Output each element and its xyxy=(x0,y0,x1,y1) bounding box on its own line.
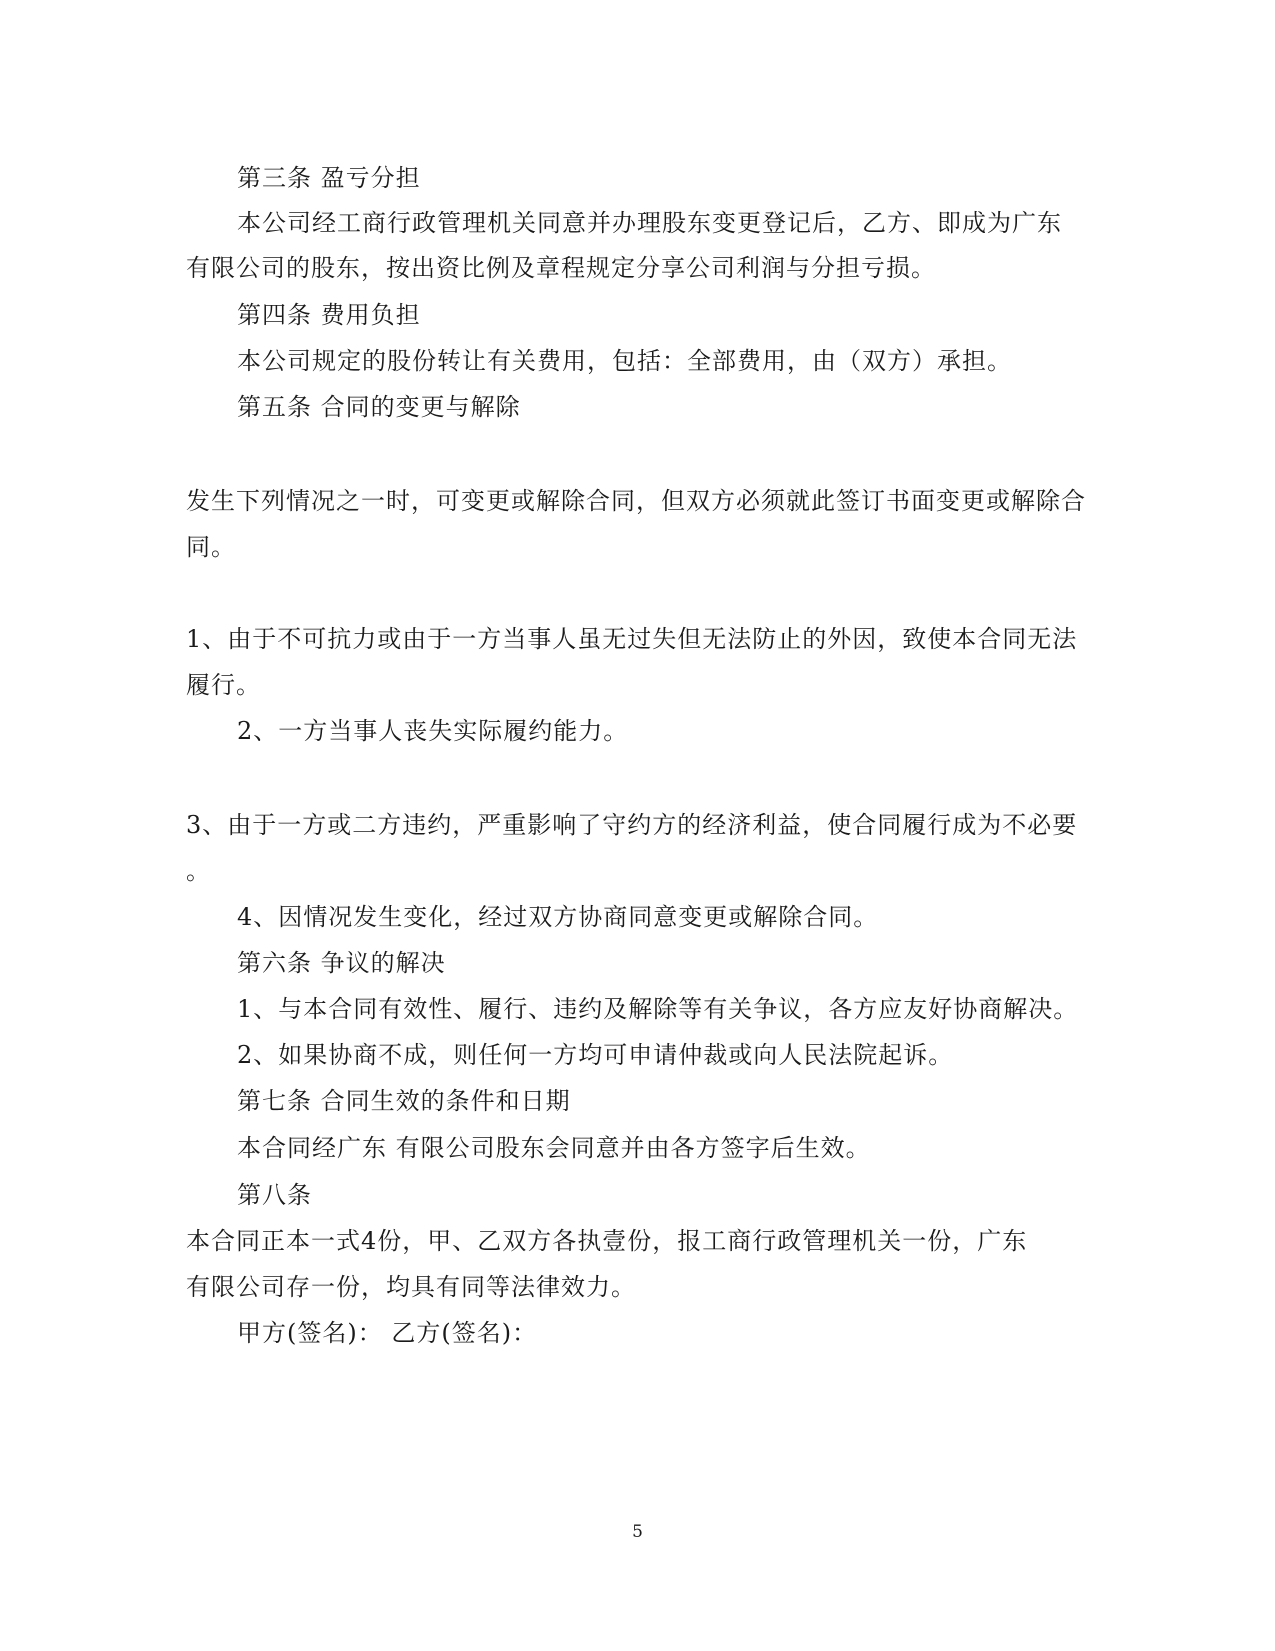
article-6-item-1: 1、与本合同有效性、履行、违约及解除等有关争议，各方应友好协商解决。 xyxy=(237,995,1079,1023)
article-5-intro-line-1: 发生下列情况之一时，可变更或解除合同，但双方必须就此签订书面变更或解除合 xyxy=(186,487,1086,515)
article-6-item-2: 2、如果协商不成，则任何一方均可申请仲裁或向人民法院起诉。 xyxy=(237,1041,954,1069)
article-3-text-line-2: 有限公司的股东，按出资比例及章程规定分享公司利润与分担亏损。 xyxy=(186,254,936,282)
article-5-intro-line-2: 同。 xyxy=(186,533,236,561)
article-3-heading: 第三条 盈亏分担 xyxy=(237,164,421,192)
article-5-item-1-line-1: 1、由于不可抗力或由于一方当事人虽无过失但无法防止的外因，致使本合同无法 xyxy=(186,625,1078,653)
signature-line: 甲方(签名)： 乙方(签名)： xyxy=(237,1319,538,1347)
article-6-heading: 第六条 争议的解决 xyxy=(237,949,446,977)
article-8-heading: 第八条 xyxy=(237,1181,312,1209)
article-5-item-3-line-2: 。 xyxy=(186,857,211,885)
article-5-heading: 第五条 合同的变更与解除 xyxy=(237,393,521,421)
article-7-text: 本合同经广东 有限公司股东会同意并由各方签字后生效。 xyxy=(237,1134,871,1162)
article-5-item-1-line-2: 履行。 xyxy=(186,671,261,699)
article-5-item-3-line-1: 3、由于一方或二方违约，严重影响了守约方的经济利益，使合同履行成为不必要 xyxy=(186,811,1078,839)
article-5-item-2: 2、一方当事人丧失实际履约能力。 xyxy=(237,717,629,745)
page-number: 5 xyxy=(632,1522,643,1542)
article-7-heading: 第七条 合同生效的条件和日期 xyxy=(237,1087,571,1115)
article-8-text-line-2: 有限公司存一份，均具有同等法律效力。 xyxy=(186,1273,636,1301)
article-8-text-line-1: 本合同正本一式4份，甲、乙双方各执壹份，报工商行政管理机关一份，广东 xyxy=(186,1227,1028,1255)
article-4-text: 本公司规定的股份转让有关费用，包括：全部费用，由（双方）承担。 xyxy=(237,347,1012,375)
article-4-heading: 第四条 费用负担 xyxy=(237,301,421,329)
article-3-text-line-1: 本公司经工商行政管理机关同意并办理股东变更登记后，乙方、即成为广东 xyxy=(237,209,1062,237)
article-5-item-4: 4、因情况发生变化，经过双方协商同意变更或解除合同。 xyxy=(237,903,879,931)
